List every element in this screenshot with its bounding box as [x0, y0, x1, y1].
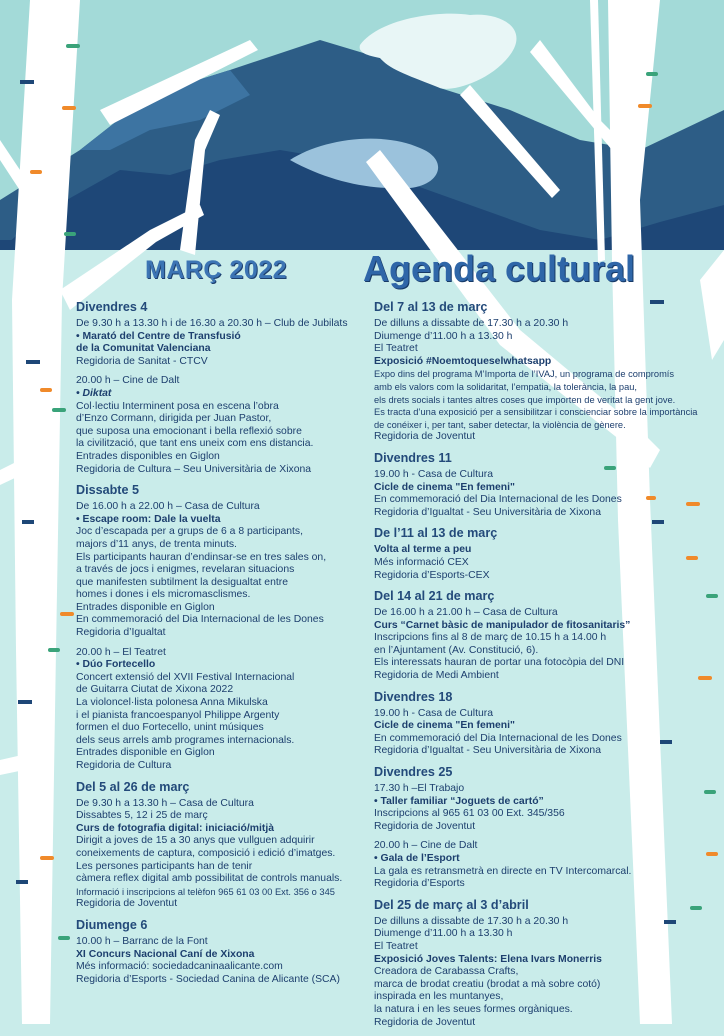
right-column: [374, 298, 714, 1036]
event-line: De 16.00 h a 21.00 h – Casa de Cultura: [374, 607, 558, 619]
day-heading: Del 14 al 21 de març: [374, 589, 495, 604]
event-title: • Marató del Centre de Transfusió: [76, 330, 241, 342]
event-line: La gala es retransmetrà en directe en TV Intercomarcal.: [374, 865, 632, 877]
event-line: inspirada en les muntanyes,: [374, 991, 504, 1003]
event-line: Regidoria d’Igualtat - Seu Universitària de Xixona: [374, 506, 601, 518]
day-heading: Dissabte 5: [76, 483, 139, 498]
event-entry: [76, 375, 361, 476]
event-line: La violoncel·lista polonesa Anna Mikulska: [76, 697, 268, 709]
event-line: 10.00 h – Barranc de la Font: [76, 935, 208, 947]
event-title: Cicle de cinema "En femeni": [374, 481, 515, 493]
event-line: Regidoria d’Igualtat - Seu Universitària de Xixona: [374, 745, 601, 757]
event-line: De 9.30 h a 13.30 h – Casa de Cultura: [76, 797, 254, 809]
event-title: XI Concurs Nacional Caní de Xixona: [76, 948, 255, 960]
event-line: en l’Ajuntament (Av. Constitució, 6).: [374, 644, 539, 656]
event-line: de conéixer i, per tant, saber detectar, la violència de gènere.: [374, 419, 626, 430]
event-line: Dirigit a joves de 15 a 30 anys que vullguen adquirir: [76, 835, 315, 847]
event-line: formen el duo Fortecello, unint músiques: [76, 722, 264, 734]
event-title: • Taller familiar “Joguets de cartó”: [374, 795, 544, 807]
event-line: En commemoració del Dia Internacional de les Dones: [374, 494, 622, 506]
event-line: Col·lectiu Interminent posa en escena l’obra: [76, 400, 279, 412]
event-line: De dilluns a dissabte de 17.30 h a 20.30 h: [374, 915, 569, 927]
event-line: Regidoria de Joventut: [374, 431, 476, 443]
event-line: la civilització, que tant ens uneix com ens distancia.: [76, 438, 314, 450]
event-line: Entrades disponible en Giglon: [76, 747, 215, 759]
event-line: En commemoració del Dia Internacional de les Dones: [76, 614, 324, 626]
event-line: dels seus arrels amb programes internacionals.: [76, 734, 295, 746]
event-line: 19.00 h - Casa de Cultura: [374, 707, 493, 719]
event-entry: [76, 318, 361, 368]
event-entry: [374, 544, 714, 582]
event-line: Creadora de Carabassa Crafts,: [374, 966, 519, 978]
event-line: a través de jocs i enigmes, revelaran situacions: [76, 564, 295, 576]
event-line: Regidoria de Cultura: [76, 760, 172, 771]
event-entry: [374, 916, 714, 1029]
event-line: que suposa una emocionant i bella reflexió sobre: [76, 425, 302, 437]
event-line: Regidoria de Sanitat - CTCV: [76, 355, 208, 367]
event-line: El Teatret: [374, 343, 418, 355]
event-title: • Dúo Fortecello: [76, 659, 156, 671]
event-entry: [374, 469, 714, 519]
day-heading: Del 25 de març al 3 d’abril: [374, 897, 529, 912]
event-title: Exposició Joves Talents: Elena Ivars Monerris: [374, 953, 602, 965]
event-line: Concert extensió del XVII Festival Internacional: [76, 671, 295, 683]
event-entry: [76, 501, 361, 640]
event-entry: [374, 318, 714, 444]
day-heading: Divendres 25: [374, 765, 453, 780]
event-line: Els participants hauran d’endinsar-se en tres sales on,: [76, 551, 327, 563]
event-line: Joc d’escapada per a grups de 6 a 8 participants,: [76, 526, 304, 538]
event-entry: [76, 798, 361, 911]
event-line: Regidoria de Joventut: [374, 1016, 476, 1028]
event-line: De dilluns a dissabte de 17.30 h a 20.30 h: [374, 318, 569, 329]
event-title: Curs de fotografia digital: iniciació/mitjà: [76, 822, 275, 834]
event-line: Més informació: sociedadcaninaalicante.com: [76, 961, 283, 973]
event-line: Els interessats hauran de portar una fotocòpia del DNI: [374, 657, 625, 669]
day-heading: Divendres 11: [374, 450, 452, 465]
day-heading: Divendres 18: [374, 689, 453, 704]
event-line: coneixements de captura, composició i edició d’imatges.: [76, 847, 336, 859]
event-line: Regidoria de Joventut: [76, 898, 178, 910]
event-line: Dissabtes 5, 12 i 25 de març: [76, 810, 208, 822]
event-line: De 16.00 h a 22.00 h – Casa de Cultura: [76, 501, 260, 513]
event-line: Diumenge d’11.00 h a 13.30 h: [374, 928, 513, 940]
event-line: marca de brodat creatiu (brodat a mà sobre cotó): [374, 978, 601, 990]
event-line: els drets socials i tantes altres coses que importen de veritat la gent jove.: [374, 394, 676, 405]
event-line: Entrades disponibles en Giglon: [76, 450, 220, 462]
event-line: 20.00 h – Cine de Dalt: [76, 375, 180, 387]
event-line: Regidoria de Joventut: [374, 820, 476, 832]
left-column: [76, 298, 361, 993]
event-title: de la Comunitat Valenciana: [76, 343, 211, 355]
month-heading: MARÇ 2022: [145, 256, 288, 284]
event-line: En commemoració del Dia Internacional de les Dones: [374, 732, 622, 744]
event-entry: [374, 783, 714, 833]
event-line: 19.00 h - Casa de Cultura: [374, 468, 493, 480]
event-title: Cicle de cinema "En femeni": [374, 720, 515, 732]
page-title: Agenda cultural: [363, 248, 636, 289]
day-heading: Del 5 al 26 de març: [76, 779, 190, 794]
event-line: Regidoria d’Esports-CEX: [374, 569, 490, 581]
day-heading: Divendres 4: [76, 300, 148, 314]
event-line: Més informació CEX: [374, 556, 469, 568]
event-line: De 9.30 h a 13.30 h i de 16.30 a 20.30 h – Club de Jubilats: [76, 318, 348, 329]
event-line: Les persones participants han de tenir: [76, 860, 253, 872]
event-line: majors d’11 anys, de trenta minuts.: [76, 538, 237, 550]
event-line: la natura i en les seues formes orgàniques.: [374, 1003, 573, 1015]
event-title: Volta al terme a peu: [374, 544, 472, 556]
event-line: càmera reflex digital amb possibilitat de controls manuals.: [76, 873, 343, 885]
event-line: 17.30 h –El Trabajo: [374, 783, 465, 795]
event-line: i el pianista francoespanyol Philippe Argenty: [76, 709, 280, 721]
day-heading: Del 7 al 13 de març: [374, 300, 488, 314]
event-line: que manifesten subtilment la desigualtat entre: [76, 576, 288, 588]
event-line: Inscripcions al 965 61 03 00 Ext. 345/356: [374, 808, 565, 820]
event-line: 20.00 h – El Teatret: [76, 646, 166, 658]
event-line: Regidoria d’Esports - Sociedad Canina de Alicante (SCA): [76, 973, 340, 985]
day-heading: Diumenge 6: [76, 917, 148, 932]
event-line: Informació i inscripcions al telèfon 965 61 03 00 Ext. 356 o 345: [76, 886, 335, 897]
event-entry: [76, 647, 361, 773]
event-line: Inscripcions fins al 8 de març de 10.15 h a 14.00 h: [374, 632, 607, 644]
event-line: amb els valors com la solidaritat, l’empatia, la tolerància, la pau,: [374, 381, 638, 392]
event-title: • Escape room: Dale la vuelta: [76, 513, 221, 525]
event-line: Entrades disponible en Giglon: [76, 601, 215, 613]
event-entry: [76, 936, 361, 986]
event-title: • Gala de l’Esport: [374, 853, 460, 864]
event-line: Diumenge d’11.00 h a 13.30 h: [374, 330, 513, 342]
event-title: Exposició #Noemtoqueselwhatsapp: [374, 355, 552, 367]
event-title: Curs “Carnet bàsic de manipulador de fitosanitaris”: [374, 619, 631, 631]
event-line: 20.00 h – Cine de Dalt: [374, 840, 478, 852]
event-line: Es tracta d’una exposició per a sensibilitzar i conscienciar sobre la importància: [374, 407, 698, 418]
event-line: Regidoria d’Esports: [374, 878, 465, 890]
event-line: Regidoria de Medi Ambient: [374, 670, 499, 682]
event-line: d’Enzo Cormann, dirigida per Juan Pastor,: [76, 413, 272, 425]
event-line: El Teatret: [374, 940, 418, 952]
event-title: • Diktat: [76, 387, 112, 399]
event-line: Expo dins del programa M’Importa de l’IVAJ, un programa de compromís: [374, 369, 675, 380]
event-entry: [374, 708, 714, 758]
event-line: de Guitarra Ciutat de Xixona 2022: [76, 684, 234, 696]
event-line: homes i dones i els micromasclismes.: [76, 589, 251, 601]
event-entry: [374, 840, 714, 890]
event-entry: [374, 607, 714, 683]
event-line: Regidoria d’Igualtat: [76, 627, 166, 639]
event-line: Regidoria de Cultura – Seu Universitària de Xixona: [76, 463, 312, 475]
day-heading: De l’11 al 13 de març: [374, 526, 498, 541]
